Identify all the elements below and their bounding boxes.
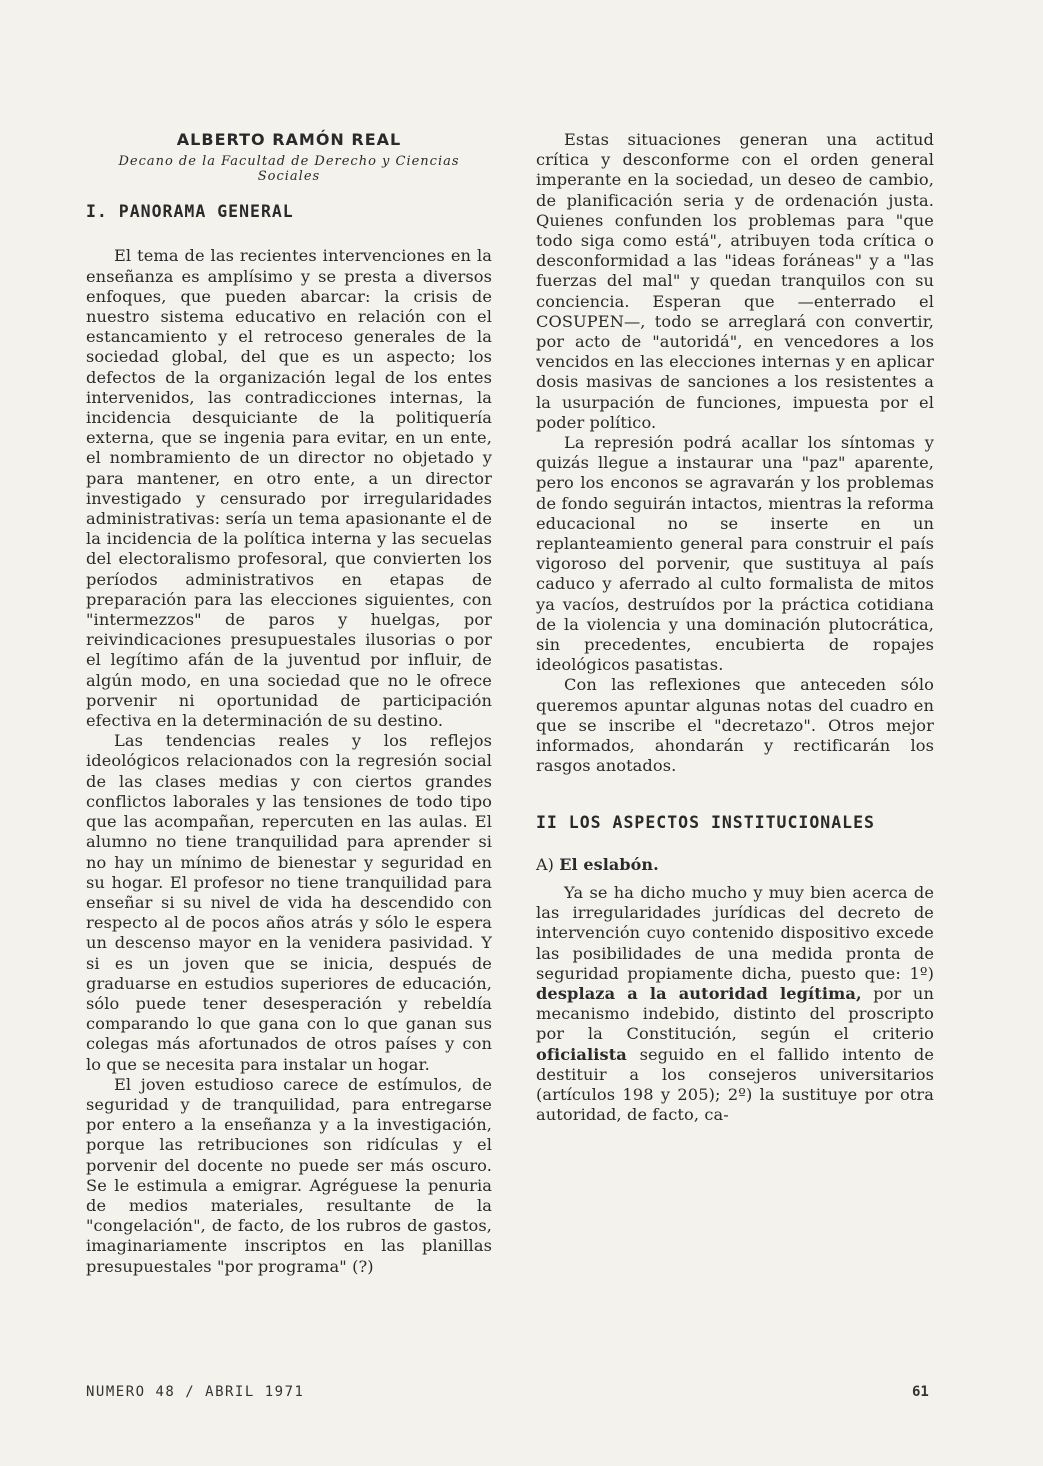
author-role: Decano de la Facultad de Derecho y Ciencias Sociales: [118, 154, 460, 185]
subheading-text: El eslabón.: [559, 854, 659, 874]
author-name: ALBERTO RAMÓN REAL: [176, 130, 402, 149]
paragraph: El tema de las recientes intervenciones en la enseñanza es amplísimo y se presta a diversos enfoques, que pueden abarcar: la crisis de nuestro sistema educativo en relación con el estancamiento y el retroceso generales de la sociedad global, del que es un aspecto; los defectos de la organización legal de los entes intervenidos, las contradicciones internas, la incidencia desquiciante de la politiquería externa, que se ingenia para evitar, en un ente, el nombramiento de un director no objetado y para mantener, en otro ente, a un director investigado y censurado por irregularidades administrativas: sería un tema apasionante el de la incidencia de la política interna y las secuelas del electoralismo profesoral, que convierten los períodos administrativos en etapas de preparación para las elecciones siguientes, con "intermezzos" de paros y huelgas, por reivindicaciones presupuestales ilusorias o por el legítimo afán de la juventud por influir, de algún modo, en una sociedad que no le ofrece porvenir ni oportunidad de participación efectiva en la determinación de su destino.: [86, 246, 492, 731]
paragraph: La represión podrá acallar los síntomas y quizás llegue a instaurar una "paz" aparente, pero los enconos se agravarán y los problemas de fondo seguirán intactos, mientras la reforma educacional no se inserte en un replanteamiento general para construir el país vigoroso del porvenir, que sustituya al país caduco y aferrado al culto formalista de mitos ya vacíos, destruídos por la práctica cotidiana de la violencia y una dominación plutocrática, sin precedentes, encubierta de ropajes ideológicos pasatistas.: [536, 433, 934, 675]
subheading-letter: A): [536, 854, 554, 874]
section-heading-institucionales: II LOS ASPECTOS INSTITUCIONALES: [536, 812, 875, 832]
footer-page-number: 61: [912, 1384, 929, 1400]
paragraph-middle: por un mecanismo indebido, distinto del proscripto por la Constitución, según el criterio: [536, 983, 934, 1044]
paragraph: Estas situaciones generan una actitud crítica y desconforme con el orden general imperante en la sociedad, un deseo de cambio, de planificación seria y de ordenación justa. Quienes confunden los problemas para "que todo siga como está", atribuyen toda crítica o desconformidad a las "ideas foráneas" y a "las fuerzas del mal" y quedan tranquilos con su conciencia. Esperan que —enterrado el COSUPEN—, todo se arreglará con convertir, por acto de "autoridá", en vencedores a los vencidos en las elecciones internas y en aplicar dosis masivas de sanciones a los resistentes a la usurpación de funciones, impuesta por el poder político.: [536, 130, 934, 432]
paragraph-bold-autoridad: desplaza a la autoridad legítima,: [536, 983, 862, 1003]
paragraph-end: seguido en el fallido intento de destituir a los consejeros universitarios (artículos 198 y 205); 2º) la sustituye por otra autoridad, de facto, ca-: [536, 1044, 934, 1125]
subheading-eslabon: [536, 855, 934, 875]
paragraph: [536, 883, 934, 1125]
footer-issue: NUMERO 48 / ABRIL 1971: [86, 1384, 305, 1400]
paragraph-bold-oficialista: oficialista: [536, 1044, 627, 1064]
paragraph: Con las reflexiones que anteceden sólo queremos apuntar algunas notas del cuadro en que se inscribe el "decretazo". Otros mejor informados, ahondarán y rectificarán los rasgos anotados.: [536, 675, 934, 776]
paragraph: Las tendencias reales y los reflejos ideológicos relacionados con la regresión social de las clases medias y con ciertos grandes conflictos laborales y las tensiones de todo tipo que las acompañan, repercuten en las aulas. El alumno no tiene tranquilidad para aprender si no hay un mínimo de bienestar y seguridad en su hogar. El profesor no tiene tranquilidad para enseñar si su nivel de vida ha descendido con respecto al de pocos años atrás y sólo le espera un descenso mayor en la venidera pasividad. Y si es un joven que se inicia, después de graduarse en estudios superiores de educación, sólo puede tener desesperación y rebeldía comparando lo que gana con lo que ganan sus colegas más afortunados de otros países y con lo que se necesita para instalar un hogar.: [86, 731, 492, 1074]
right-column: [536, 130, 934, 1125]
section-heading-panorama: I. PANORAMA GENERAL: [86, 202, 294, 222]
left-column: [86, 128, 492, 1277]
paragraph: El joven estudioso carece de estímulos, de seguridad y de tranquilidad, para entregarse por entero a la enseñanza y a la investigación, porque las retribuciones son ridículas y el porvenir del docente no puede ser más oscuro. Se le estimula a emigrar. Agréguese la penuria de medios materiales, resultante de la "congelación", de facto, de los rubros de gastos, imaginariamente inscriptos en las planillas presupuestales "por programa" (?): [86, 1074, 492, 1276]
paragraph-start: Ya se ha dicho mucho y muy bien acerca de las irregularidades jurídicas del decreto de intervención cuyo contenido dispositivo excede las posibilidades de una medida pronta de seguridad propiamente dicha, puesto que: 1º): [536, 882, 934, 983]
